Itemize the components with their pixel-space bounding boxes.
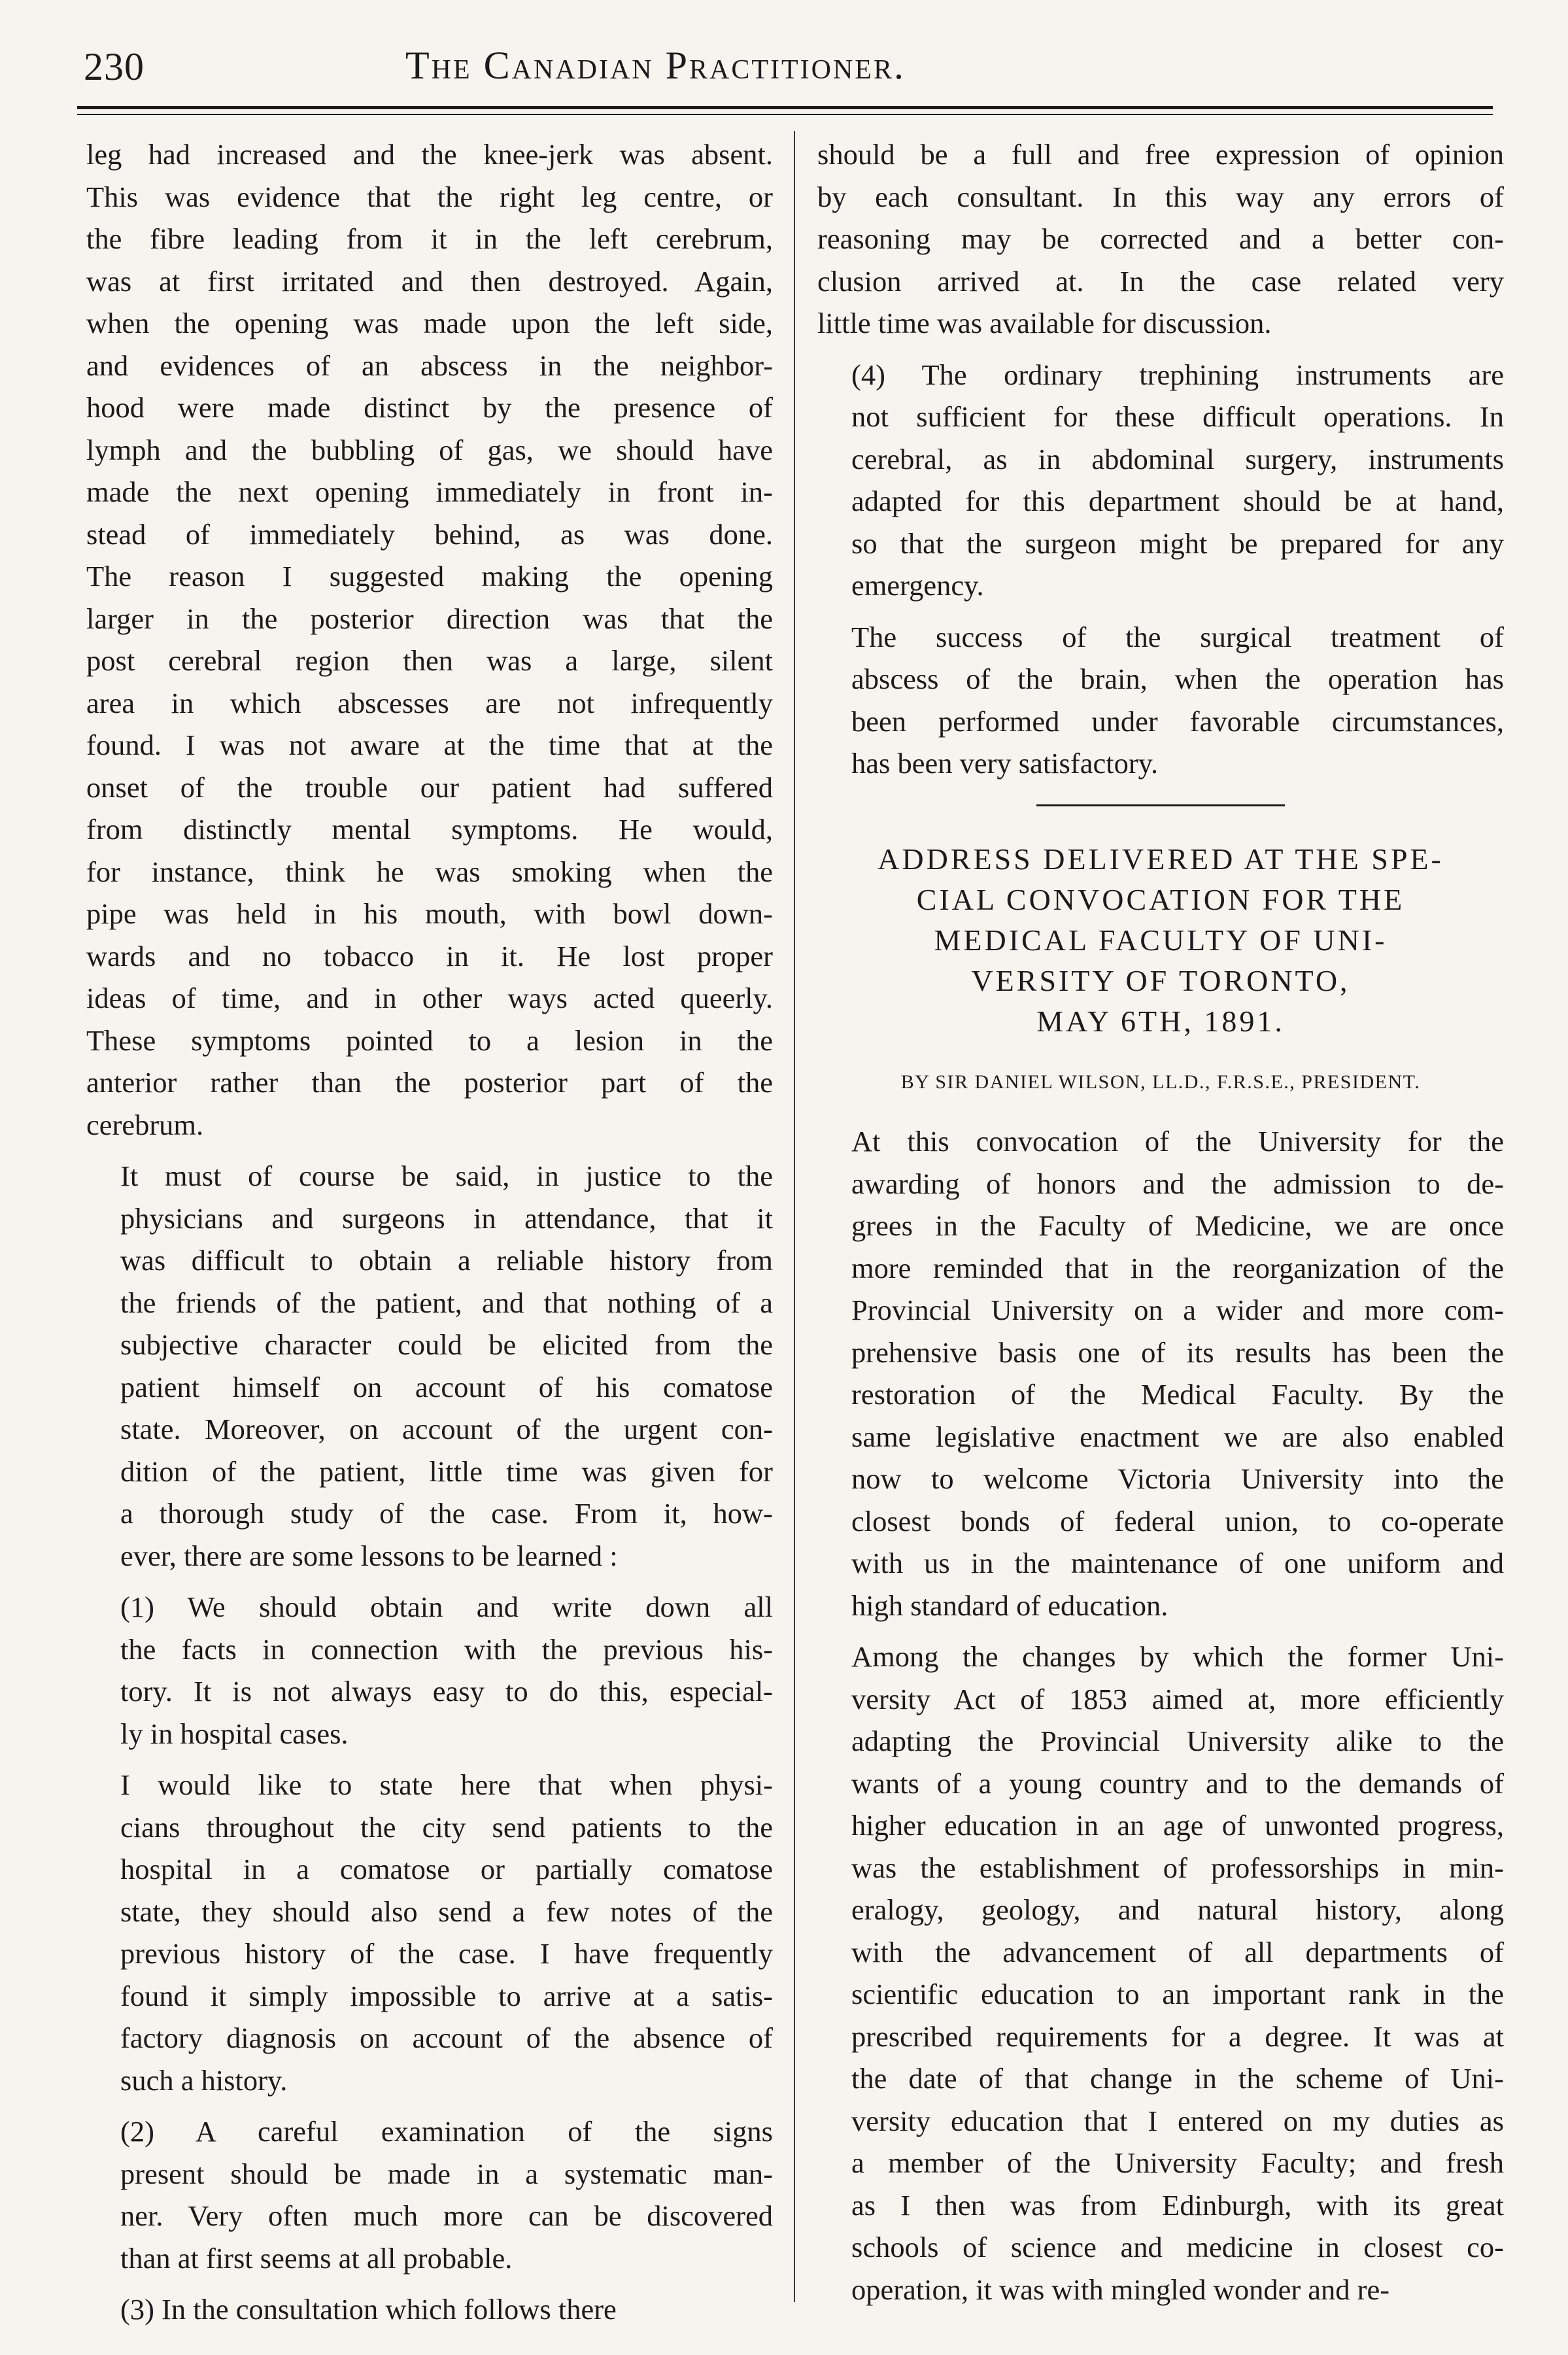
text-line: versity education that I entered on my duties as — [851, 2104, 1504, 2137]
article-separator-rule — [1036, 804, 1285, 806]
text-line: Provincial University on a wider and more com- — [851, 1294, 1504, 1326]
text-line: high standard of education. — [851, 1589, 1168, 1622]
heading-line: VERSITY OF TORONTO, — [971, 963, 1350, 997]
text-line: post cerebral region then was a large, silent — [86, 644, 773, 677]
text-line: scientific education to an important rank in the — [851, 1978, 1504, 2010]
text-line: (1) We should obtain and write down all — [120, 1590, 773, 1623]
text-line: area in which abscesses are not infrequently — [86, 686, 773, 719]
text-line: when the opening was made upon the left side, — [86, 307, 773, 339]
paragraph — [817, 354, 1504, 607]
text-line: hood were made distinct by the presence of — [86, 391, 773, 424]
text-line: such a history. — [120, 2063, 288, 2097]
text-line: cerebrum. — [86, 1108, 204, 1141]
text-line: larger in the posterior direction was that the — [86, 602, 773, 635]
heading-line: ADDRESS DELIVERED AT THE SPE- — [878, 842, 1444, 876]
text-line: (4) The ordinary trephining instruments are — [851, 358, 1504, 391]
text-line: At this convocation of the University for the — [851, 1125, 1504, 1158]
text-line: not sufficient for these difficult operations. In — [851, 400, 1504, 433]
text-line: a member of the University Faculty; and fresh — [851, 2146, 1504, 2179]
paragraph — [86, 133, 773, 1146]
text-line: as I then was from Edinburgh, with its great — [851, 2188, 1504, 2222]
text-line: with the advancement of all departments of — [851, 1935, 1504, 1968]
text-line: present should be made in a systematic man- — [120, 2157, 773, 2190]
text-line: factory diagnosis on account of the absence of — [120, 2021, 773, 2054]
text-line: reasoning may be corrected and a better con- — [817, 222, 1504, 255]
text-line: adapted for this department should be at hand, — [851, 485, 1504, 517]
text-line: patient himself on account of his comatose — [120, 1370, 773, 1403]
text-line: state. Moreover, on account of the urgent con- — [120, 1413, 773, 1445]
text-line: ly in hospital cases. — [120, 1717, 349, 1750]
text-line: the friends of the patient, and that nothing of a — [120, 1286, 773, 1319]
text-line: cerebral, as in abdominal surgery, instruments — [851, 442, 1504, 475]
text-line: should be a full and free expression of opinion — [817, 138, 1504, 171]
text-line: onset of the trouble our patient had suffered — [86, 770, 773, 804]
left-column — [86, 133, 773, 2331]
paragraph — [86, 1155, 773, 1577]
text-line: schools of science and medicine in closest co- — [851, 2231, 1504, 2263]
text-line: now to welcome Victoria University into the — [851, 1462, 1504, 1495]
text-line: higher education in an age of unwonted progress, — [851, 1809, 1504, 1842]
text-line: the date of that change in the scheme of Uni- — [851, 2062, 1504, 2095]
text-line: This was evidence that the right leg centre, or — [86, 180, 773, 213]
text-line: grees in the Faculty of Medicine, we are once — [851, 1209, 1504, 1242]
text-line: physicians and surgeons in attendance, that it — [120, 1201, 773, 1235]
text-line: with us in the maintenance of one uniform and — [851, 1547, 1504, 1579]
page-number: 230 — [84, 45, 145, 88]
text-line: anterior rather than the posterior part of the — [86, 1066, 773, 1099]
text-line: stead of immediately behind, as was done. — [86, 517, 773, 551]
text-line: (2) A careful examination of the signs — [120, 2115, 773, 2148]
text-line: wants of a young country and to the demands of — [851, 1766, 1504, 1800]
column-divider — [794, 131, 795, 2302]
text-line: was difficult to obtain a reliable history from — [120, 1244, 773, 1277]
text-line: than at first seems at all probable. — [120, 2241, 513, 2275]
text-line: The success of the surgical treatment of — [851, 620, 1504, 653]
right-column-continuation — [817, 133, 1504, 785]
header-rule-thick — [77, 106, 1493, 109]
text-line: pipe was held in his mouth, with bowl down- — [86, 897, 773, 930]
text-line: dition of the patient, little time was given for — [120, 1454, 773, 1488]
text-line: subjective character could be elicited from the — [120, 1328, 773, 1361]
text-line: operation, it was with mingled wonder and re- — [851, 2273, 1390, 2306]
text-line: found it simply impossible to arrive at a satis- — [120, 1979, 773, 2012]
heading-line: CIAL CONVOCATION FOR THE — [916, 882, 1405, 916]
text-line: awarding of honors and the admission to de- — [851, 1167, 1504, 1200]
text-line: restoration of the Medical Faculty. By the — [851, 1378, 1504, 1411]
text-line: the facts in connection with the previous his- — [120, 1632, 773, 1666]
text-line: has been very satisfactory. — [851, 747, 1159, 780]
text-line: eralogy, geology, and natural history, along — [851, 1893, 1504, 1926]
text-line: so that the surgeon might be prepared for any — [851, 526, 1504, 560]
text-line: clusion arrived at. In the case related very — [817, 264, 1504, 298]
text-line: It must of course be said, in justice to the — [120, 1160, 773, 1192]
text-line: was the establishment of professorships in min- — [851, 1851, 1504, 1884]
text-line: for instance, think he was smoking when the — [86, 855, 773, 888]
article-byline: BY SIR DANIEL WILSON, LL.D., F.R.S.E., PRESIDENT. — [900, 1071, 1421, 1093]
text-line: a thorough study of the case. From it, how- — [120, 1497, 773, 1530]
text-line: ner. Very often much more can be discovered — [120, 2199, 773, 2232]
text-line: abscess of the brain, when the operation has — [851, 662, 1504, 695]
running-title: The Canadian Practitioner. — [405, 44, 906, 87]
paragraph — [86, 2110, 773, 2279]
article-date: MAY 6TH, 1891. — [1036, 1004, 1285, 1038]
paragraph — [817, 133, 1504, 345]
text-line: I would like to state here that when physi- — [120, 1768, 773, 1801]
paragraph — [86, 1764, 773, 2101]
text-line: been performed under favorable circumstances, — [851, 704, 1504, 738]
text-line: closest bonds of federal union, to co-operate — [851, 1504, 1504, 1538]
text-line: prescribed requirements for a degree. It was at — [851, 2020, 1504, 2053]
text-line: found. I was not aware at the time that at the — [86, 729, 773, 761]
paragraph — [86, 2288, 773, 2331]
text-line: previous history of the case. I have frequently — [120, 1937, 773, 1970]
text-line: Among the changes by which the former Uni- — [851, 1640, 1504, 1673]
text-line: was at first irritated and then destroyed. Again, — [86, 264, 773, 298]
text-line: and evidences of an abscess in the neighbor- — [86, 349, 773, 382]
text-line: ever, there are some lessons to be learned : — [120, 1539, 618, 1572]
article-heading — [817, 839, 1504, 1001]
paragraph — [817, 1636, 1504, 2311]
article-body — [817, 1120, 1504, 2311]
paragraph — [86, 1586, 773, 1755]
text-line: state, they should also send a few notes of the — [120, 1895, 773, 1928]
text-line: same legislative enactment we are also enabled — [851, 1420, 1504, 1453]
text-line: emergency. — [851, 569, 984, 602]
text-line: little time was available for discussion. — [817, 307, 1272, 339]
text-line: leg had increased and the knee-jerk was absent. — [86, 138, 773, 171]
right-column — [817, 133, 1504, 2311]
text-line: (3) In the consultation which follows there — [120, 2293, 617, 2326]
text-line: by each consultant. In this way any errors of — [817, 180, 1504, 213]
paragraph — [817, 616, 1504, 785]
heading-line: MEDICAL FACULTY OF UNI- — [934, 923, 1388, 957]
text-line: prehensive basis one of its results has been the — [851, 1335, 1504, 1369]
text-line: adapting the Provincial University alike to the — [851, 1725, 1504, 1757]
text-line: lymph and the bubbling of gas, we should have — [86, 433, 773, 466]
text-line: from distinctly mental symptoms. He would, — [86, 813, 773, 846]
text-line: The reason I suggested making the opening — [86, 560, 773, 593]
header-rule-thin — [77, 114, 1493, 115]
text-line: the fibre leading from it in the left cerebrum, — [86, 222, 773, 255]
text-line: tory. It is not always easy to do this, especial- — [120, 1675, 773, 1708]
text-line: more reminded that in the reorganization of the — [851, 1251, 1504, 1284]
text-line: These symptoms pointed to a lesion in the — [86, 1023, 773, 1057]
text-line: made the next opening immediately in front in- — [86, 475, 773, 508]
text-line: wards and no tobacco in it. He lost proper — [86, 939, 773, 972]
text-line: hospital in a comatose or partially comatose — [120, 1853, 773, 1885]
text-line: cians throughout the city send patients to the — [120, 1810, 773, 1844]
text-line: versity Act of 1853 aimed at, more efficiently — [851, 1682, 1504, 1715]
text-line: ideas of time, and in other ways acted queerly. — [86, 982, 773, 1014]
paragraph — [817, 1120, 1504, 1626]
